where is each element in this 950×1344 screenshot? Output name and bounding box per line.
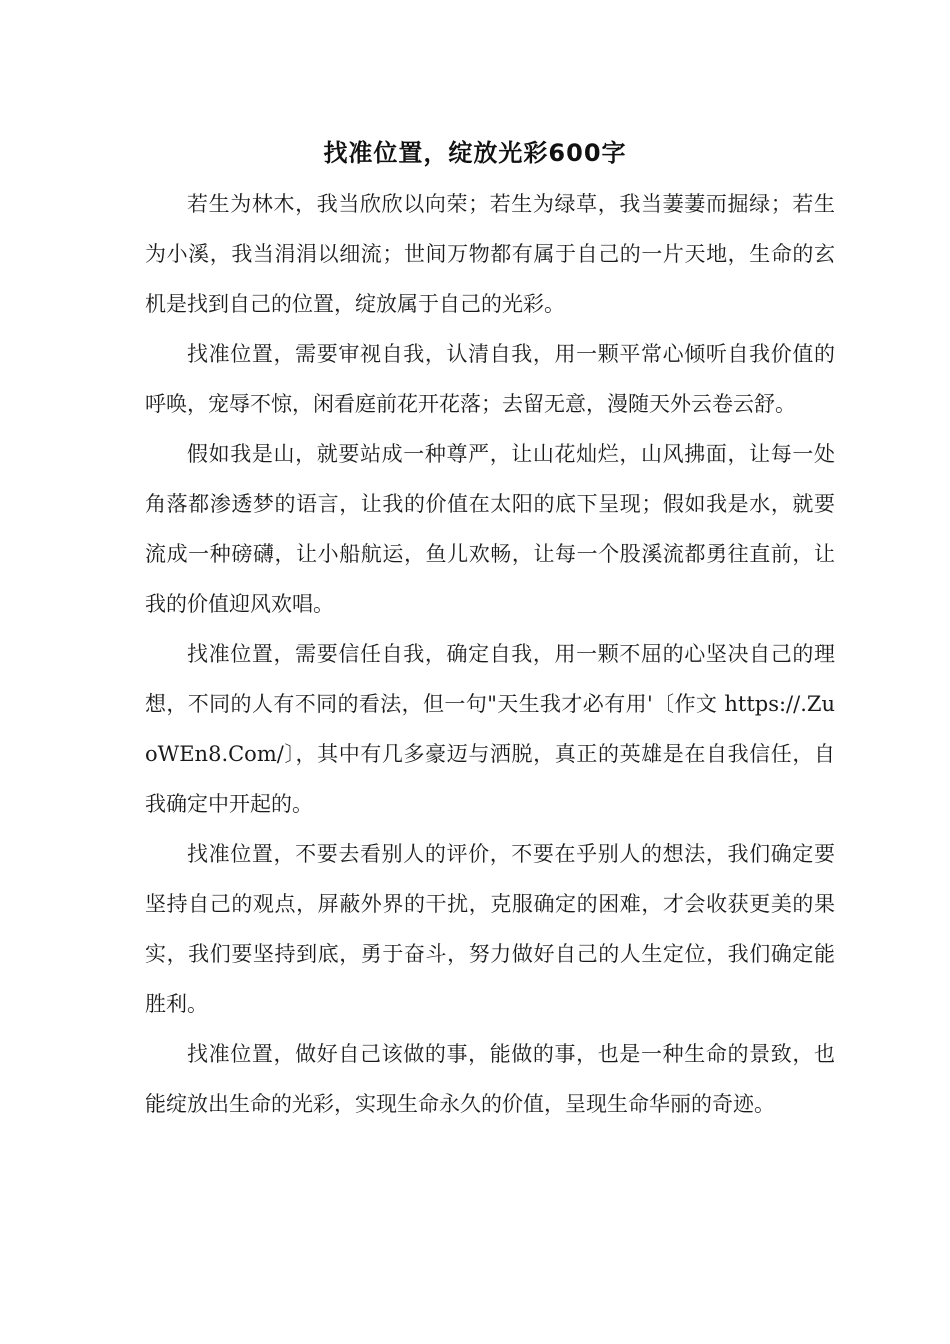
paragraph-3: 假如我是山，就要站成一种尊严，让山花灿烂，山风拂面，让每一处角落都渗透梦的语言，让我的价值在太阳的底下呈现；假如我是水，就要流成一种磅礴，让小船航运，鱼儿欢畅，让每一个股溪流都勇往直前，让我的价值迎风欢唱。 xyxy=(145,442,835,616)
paragraph-1: 若生为林木，我当欣欣以向荣；若生为绿草，我当萋萋而掘绿；若生为小溪，我当涓涓以细流；世间万物都有属于自己的一片天地，生命的玄机是找到自己的位置，绽放属于自己的光彩。 xyxy=(145,192,835,316)
article-body xyxy=(145,179,835,1129)
paragraph-4: 找准位置，需要信任自我，确定自我，用一颗不屈的心坚决自己的理想，不同的人有不同的看法，但一句"天生我才必有用'〔作文 https://.ZuoWEn8.Com/〕，其中有几多豪迈与洒脱，真正的英雄是在自我信任，自我确定中开起的。 xyxy=(145,642,835,816)
paragraph-6: 找准位置，做好自己该做的事，能做的事，也是一种生命的景致，也能绽放出生命的光彩，实现生命永久的价值，呈现生命华丽的奇迹。 xyxy=(145,1042,835,1116)
paragraph-5: 找准位置，不要去看别人的评价，不要在乎别人的想法，我们确定要坚持自己的观点，屏蔽外界的干扰，克服确定的困难，才会收获更美的果实，我们要坚持到底，勇于奋斗，努力做好自己的人生定位，我们确定能胜利。 xyxy=(145,842,835,1016)
page-title: 找准位置，绽放光彩600字 xyxy=(323,139,627,167)
paragraph-2: 找准位置，需要审视自我，认清自我，用一颗平常心倾听自我价值的呼唤，宠辱不惊，闲看庭前花开花落；去留无意，漫随天外云卷云舒。 xyxy=(145,342,835,416)
